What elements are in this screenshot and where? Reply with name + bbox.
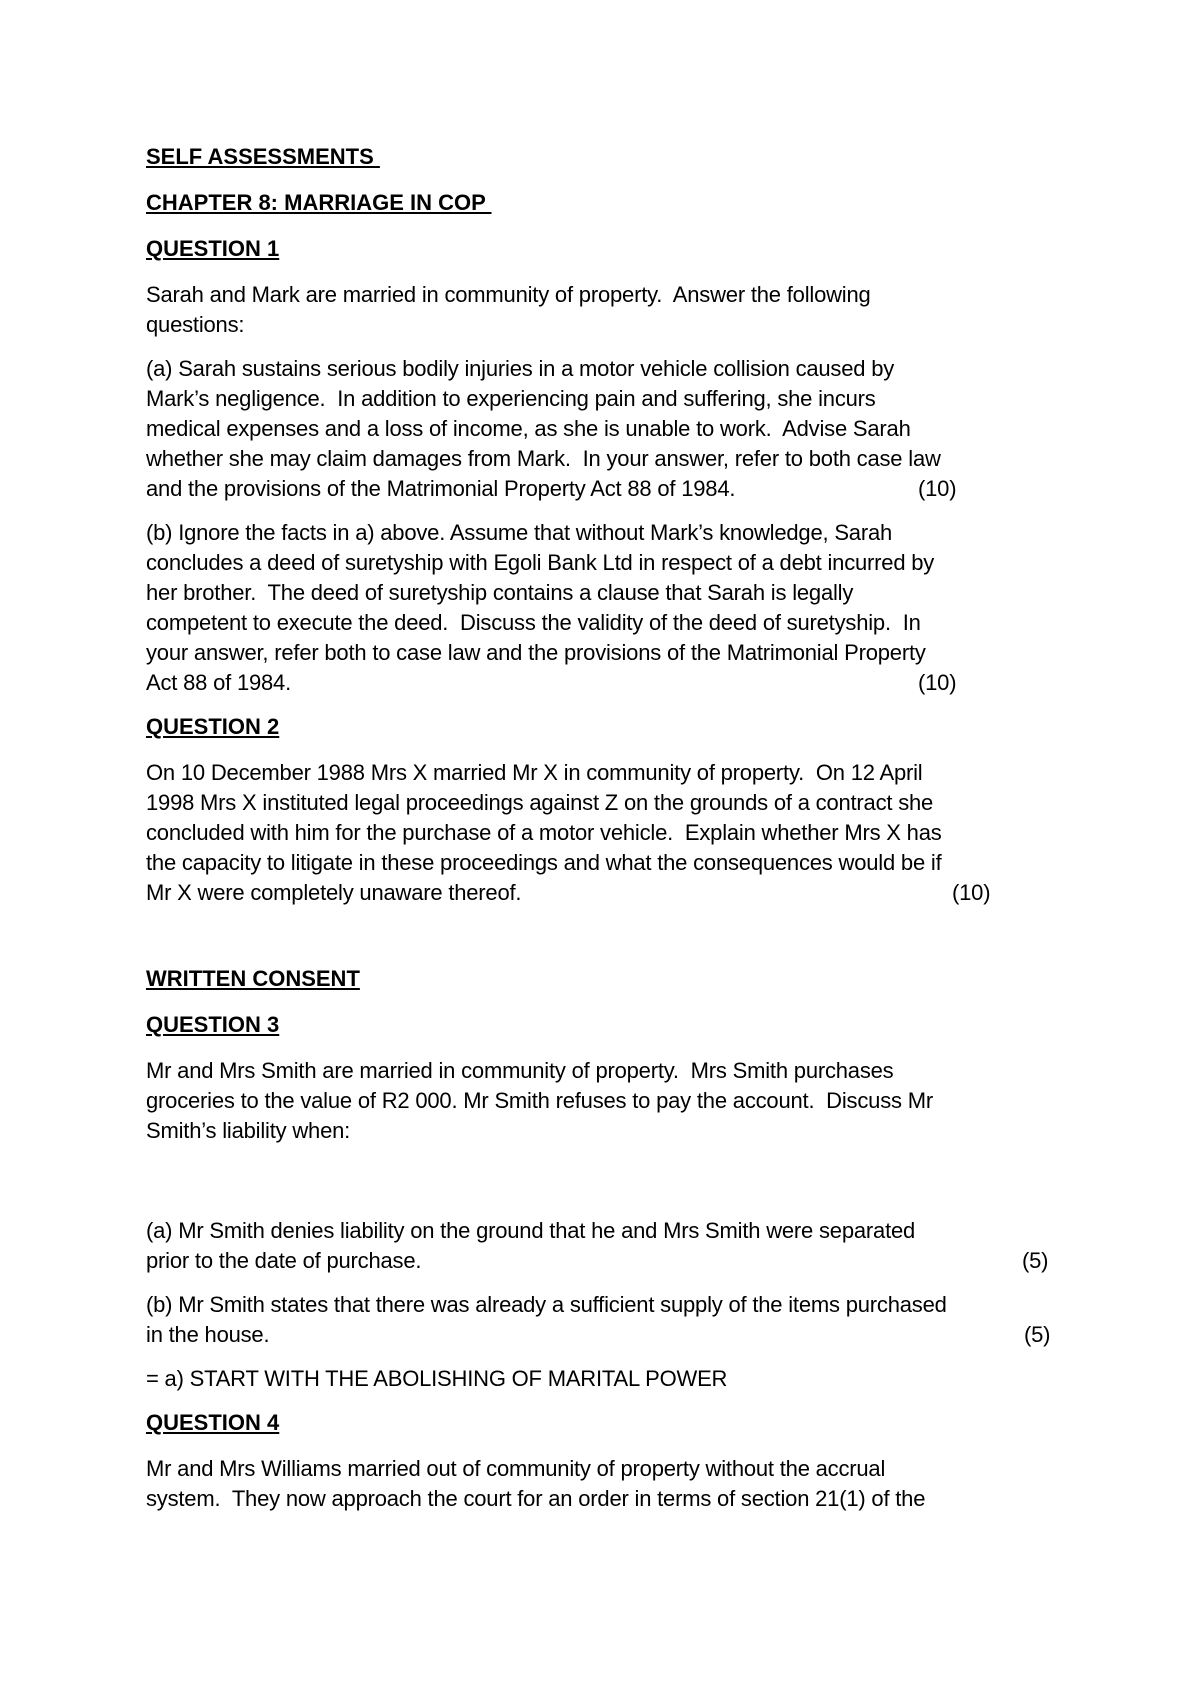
text-line: Sarah and Mark are married in community of property. Answer the following bbox=[146, 282, 871, 307]
text-line: concluded with him for the purchase of a motor vehicle. Explain whether Mrs X has bbox=[146, 820, 942, 845]
text-line: (b) Mr Smith states that there was already a sufficient supply of the items purchased bbox=[146, 1292, 947, 1317]
text-line-content: Mr X were completely unaware thereof. bbox=[146, 880, 522, 905]
text-line: competent to execute the deed. Discuss the validity of the deed of suretyship. In bbox=[146, 610, 921, 635]
text-line: 1998 Mrs X instituted legal proceedings against Z on the grounds of a contract she bbox=[146, 790, 934, 815]
mark-allocation: (5) bbox=[1024, 1322, 1051, 1347]
question-2-body bbox=[146, 758, 1086, 908]
mark-allocation: (10) bbox=[918, 476, 957, 501]
text-line: Smith’s liability when: bbox=[146, 1118, 351, 1143]
section-heading-written-consent: WRITTEN CONSENT bbox=[146, 966, 360, 991]
document-title: SELF ASSESSMENTS bbox=[146, 144, 380, 169]
text-line bbox=[146, 1320, 1086, 1350]
blank-space bbox=[146, 922, 1086, 964]
question-1-heading: QUESTION 1 bbox=[146, 236, 280, 261]
text-line: whether she may claim damages from Mark. In your answer, refer to both case law bbox=[146, 446, 941, 471]
question-3b bbox=[146, 1290, 1086, 1350]
text-line bbox=[146, 668, 1086, 698]
text-line: system. They now approach the court for an order in terms of section 21(1) of the bbox=[146, 1486, 926, 1511]
mark-allocation: (10) bbox=[952, 880, 991, 905]
question-4-body bbox=[146, 1454, 1086, 1514]
text-line bbox=[146, 1246, 1086, 1276]
question-4-heading: QUESTION 4 bbox=[146, 1410, 280, 1435]
text-line: (b) Ignore the facts in a) above. Assume that without Mark’s knowledge, Sarah bbox=[146, 520, 893, 545]
question-1b bbox=[146, 518, 1086, 698]
blank-space bbox=[146, 1160, 1086, 1216]
text-line: On 10 December 1988 Mrs X married Mr X in community of property. On 12 April bbox=[146, 760, 923, 785]
question-1a bbox=[146, 354, 1086, 504]
text-line-content: prior to the date of purchase. bbox=[146, 1248, 422, 1273]
chapter-heading: CHAPTER 8: MARRIAGE IN COP bbox=[146, 190, 492, 215]
text-line: Mark’s negligence. In addition to experiencing pain and suffering, she incurs bbox=[146, 386, 876, 411]
question-3-note bbox=[146, 1364, 1086, 1394]
text-line bbox=[146, 878, 1086, 908]
text-line: the capacity to litigate in these proceedings and what the consequences would be if bbox=[146, 850, 942, 875]
text-line-content: in the house. bbox=[146, 1322, 270, 1347]
text-line-content: and the provisions of the Matrimonial Property Act 88 of 1984. bbox=[146, 476, 736, 501]
text-line: your answer, refer both to case law and the provisions of the Matrimonial Property bbox=[146, 640, 926, 665]
mark-allocation: (5) bbox=[1022, 1248, 1049, 1273]
mark-allocation: (10) bbox=[918, 670, 957, 695]
text-line: her brother. The deed of suretyship contains a clause that Sarah is legally bbox=[146, 580, 854, 605]
text-line: = a) START WITH THE ABOLISHING OF MARITAL POWER bbox=[146, 1366, 728, 1391]
text-line: Mr and Mrs Smith are married in community of property. Mrs Smith purchases bbox=[146, 1058, 894, 1083]
text-line: concludes a deed of suretyship with Egoli Bank Ltd in respect of a debt incurred by bbox=[146, 550, 935, 575]
text-line: questions: bbox=[146, 312, 245, 337]
text-line: medical expenses and a loss of income, as she is unable to work. Advise Sarah bbox=[146, 416, 911, 441]
question-3-heading: QUESTION 3 bbox=[146, 1012, 280, 1037]
text-line-content: Act 88 of 1984. bbox=[146, 670, 291, 695]
question-3a bbox=[146, 1216, 1086, 1276]
text-line: (a) Sarah sustains serious bodily injuries in a motor vehicle collision caused by bbox=[146, 356, 895, 381]
text-line: (a) Mr Smith denies liability on the ground that he and Mrs Smith were separated bbox=[146, 1218, 916, 1243]
question-2-heading: QUESTION 2 bbox=[146, 714, 280, 739]
question-1-intro bbox=[146, 280, 1086, 340]
text-line bbox=[146, 474, 1086, 504]
question-3-intro bbox=[146, 1056, 1086, 1146]
text-line: Mr and Mrs Williams married out of community of property without the accrual bbox=[146, 1456, 886, 1481]
text-line: groceries to the value of R2 000. Mr Smith refuses to pay the account. Discuss Mr bbox=[146, 1088, 933, 1113]
document-page bbox=[146, 142, 1086, 1528]
